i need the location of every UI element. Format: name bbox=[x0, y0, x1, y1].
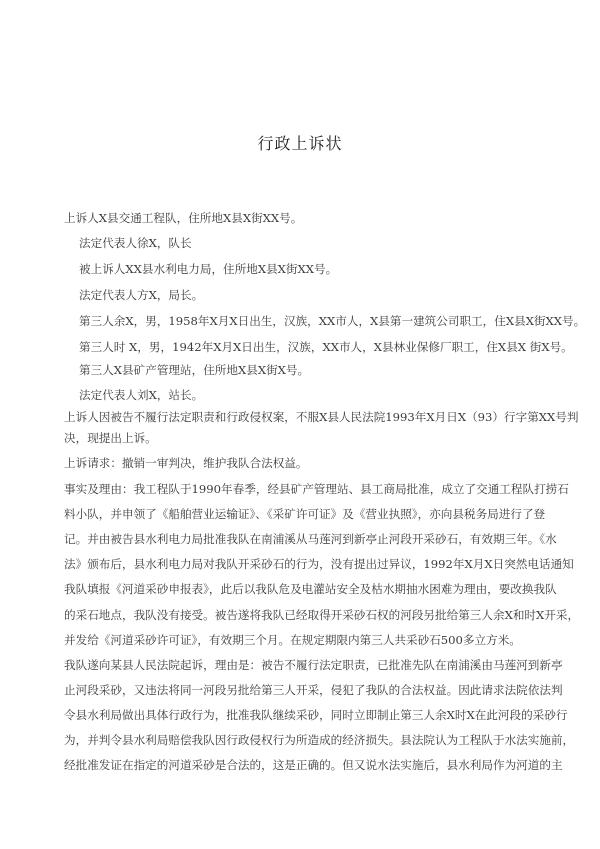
body-line: 经批准发证在指定的河道采砂是合法的，这是正确的。但又说水法实施后，县水利局作为河道的主 bbox=[64, 758, 563, 772]
body-line: 料小队，并申领了《船舶营业运输证》、《采矿许可证》及《营业执照》，亦向县税务局进行了登 bbox=[64, 507, 546, 521]
body-line: 令县水利局做出具体行政行为，批准我队继续采砂，同时立即制止第三人余X时X在此河段的采砂行 bbox=[64, 708, 568, 722]
body-line: 我队填报《河道采砂申报表》，此后以我队危及电灌站安全及枯水期抽水困难为理由，要改换我队 bbox=[64, 582, 557, 596]
body-line: 事实及理由：我工程队于1990年春季，经县矿产管理站、县工商局批准，成立了交通工程队打捞石 bbox=[64, 482, 569, 496]
appellant-representative-line: 法定代表人徐X，队长 bbox=[79, 236, 192, 250]
third-party-line: 第三人余X，男，1958年X月X日出生，汉族，XX市人，X县第一建筑公司职工，住X县X街XX号。 bbox=[79, 314, 586, 328]
document-title: 行政上诉状 bbox=[257, 134, 343, 153]
appellant-line: 上诉人X县交通工程队，住所地X县X街XX号。 bbox=[64, 211, 303, 225]
body-line: 我队遂向某县人民法院起诉，理由是：被告不履行法定职责，已批准先队在南浦溪由马莲河到新亭 bbox=[64, 658, 563, 672]
body-line: 法》颁布后，县水利电力局对我队开采砂石的行为，没有提出过异议，1992年X月X日突然电话通知 bbox=[64, 557, 574, 571]
appeal-request-line: 上诉请求：撤销一审判决，维护我队合法权益。 bbox=[64, 456, 308, 470]
third-party-line: 第三人X县矿产管理站，住所地X县X街X号。 bbox=[79, 363, 310, 377]
body-line: 上诉人因被告不履行法定职责和行政侵权案，不服X县人民法院1993年X月日X（93）行字第XX号判 bbox=[64, 410, 579, 424]
appellee-representative-line: 法定代表人方X，局长。 bbox=[79, 288, 204, 302]
body-line: 止河段采砂，又违法将同一河段另批给第三人开采，侵犯了我队的合法权益。因此请求法院依法判 bbox=[64, 683, 563, 697]
body-line: 并发给《河道采砂许可证》，有效期三个月。在规定期限内第三人共采砂石500多立方米。 bbox=[64, 633, 521, 647]
body-line: 决，现提出上诉。 bbox=[64, 431, 157, 445]
body-line: 为，并判令县水利局赔偿我队因行政侵权行为所造成的经济损失。县法院认为工程队于水法实施前， bbox=[64, 733, 575, 747]
appellee-line: 被上诉人XX县水利电力局，住所地X县X街XX号。 bbox=[79, 262, 338, 276]
body-line: 的采石地点，我队没有接受。被告遂将我队已经取得开采砂石权的河段另批给第三人余X和时X开采， bbox=[64, 608, 580, 622]
third-party-line: 第三人时 X，男，1942年X月X日出生，汉族，XX市人，X县林业保修厂职工，住X县X 街X号。 bbox=[79, 340, 573, 354]
body-line: 记。并由被告县水利电力局批准我队在南浦溪从马莲河到新亭止河段开采砂石，有效期三年。《水 bbox=[64, 532, 557, 546]
third-party-representative-line: 法定代表人刘X，站长。 bbox=[79, 388, 204, 402]
